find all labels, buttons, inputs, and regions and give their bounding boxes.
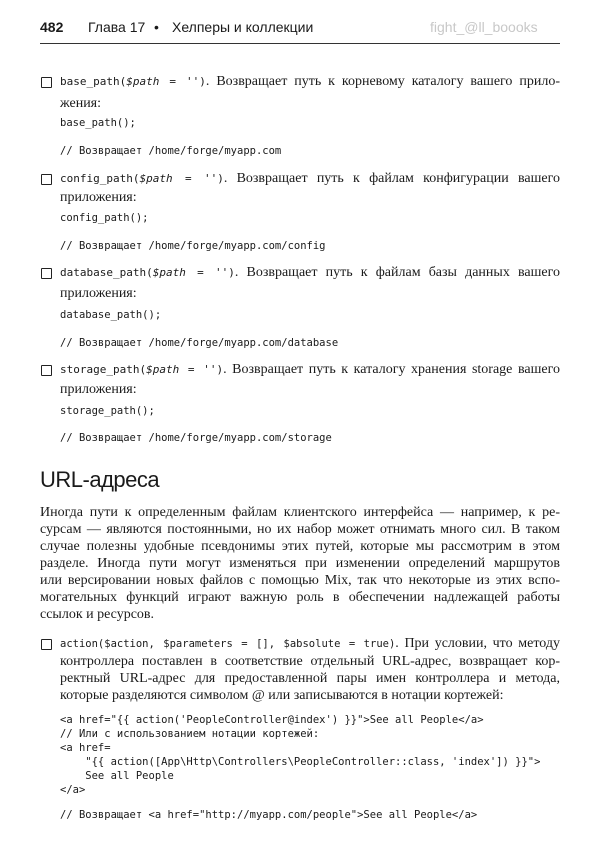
paragraph-line: ссылок и ресурсов. — [40, 607, 155, 622]
paragraph-line: или версировании новых файлов с помощью Mix, так что некоторые из этих вспо- — [40, 573, 560, 588]
code-comment: // Возвращает /home/forge/myapp.com/database — [60, 337, 339, 349]
item-line: database_path($path = ''). Возвращает путь к файлам базы данных вашего — [60, 265, 560, 280]
paragraph-line: могательных функций играют важную роль в обеспечении надлежащей работы — [40, 590, 560, 605]
paragraph-line: случае полезны удобные псевдонимы этих путей, которые мы рассмотрим в этом — [40, 539, 560, 554]
watermark: fight_@ll_boooks — [430, 19, 538, 35]
checkbox-bullet-icon — [41, 77, 52, 88]
item-line: приложения: — [60, 382, 137, 397]
page-number: 482 — [40, 19, 64, 35]
chapter-title: Хелперы и коллекции — [172, 19, 314, 35]
item-line: которые разделяются символом @ или записываются в нотации кортежей: — [60, 688, 504, 703]
code-comment: // Возвращает <a href="http://myapp.com/people">See all People</a> — [60, 809, 478, 821]
code-comment: // Возвращает /home/forge/myapp.com — [60, 145, 282, 157]
checkbox-bullet-icon — [41, 268, 52, 279]
function-signature: action($action, $parameters = [], $absolute = true) — [60, 638, 396, 650]
checkbox-bullet-icon — [41, 639, 52, 650]
code-line: </a> — [60, 784, 86, 796]
checkbox-bullet-icon — [41, 365, 52, 376]
function-signature: base_path($path = '') — [60, 75, 206, 88]
code-line: base_path(); — [60, 117, 136, 129]
item-line: приложения: — [60, 286, 137, 301]
item-line: config_path($path = ''). Возвращает путь к файлам конфигурации вашего — [60, 171, 560, 186]
header-bullet: • — [154, 19, 159, 35]
function-signature: storage_path($path = '') — [60, 363, 224, 376]
paragraph-line: разделе. Иногда пути могут изменяться при изменении определений маршрутов — [40, 556, 560, 571]
header-rule — [40, 43, 560, 44]
code-line: database_path(); — [60, 309, 162, 321]
code-line: <a href="{{ action('PeopleController@index') }}">See all People</a> — [60, 714, 484, 726]
code-comment: // Возвращает /home/forge/myapp.com/config — [60, 240, 326, 252]
item-line: жения: — [60, 96, 102, 111]
function-signature: config_path($path = '') — [60, 172, 224, 185]
item-line: ректный URL-адрес для предоставленной пары имен контроллера и метода, — [60, 671, 560, 686]
item-line: storage_path($path = ''). Возвращает путь к каталогу хранения storage вашего — [60, 362, 560, 377]
code-line: "{{ action([App\Http\Controllers\PeopleController::class, 'index']) }}"> — [60, 756, 541, 768]
function-signature: database_path($path = '') — [60, 266, 235, 279]
checkbox-bullet-icon — [41, 174, 52, 185]
code-line: // Или с использованием нотации кортежей: — [60, 728, 320, 740]
code-line: storage_path(); — [60, 405, 155, 417]
chapter-label: Глава 17 — [88, 19, 146, 35]
section-heading: URL-адреса — [40, 467, 160, 492]
item-line: action($action, $parameters = [], $absolute = true). При условии, что методу — [60, 636, 560, 651]
paragraph-line: сурсам — являются постоянными, но их набор может отнимать много сил. В таком — [40, 522, 560, 537]
paragraph-line: Иногда пути к определенным файлам клиентского интерфейса — например, к ре- — [40, 505, 560, 520]
item-line: base_path($path = ''). Возвращает путь к корневому каталогу вашего прило- — [60, 74, 560, 89]
code-line: See all People — [60, 770, 174, 782]
code-comment: // Возвращает /home/forge/myapp.com/storage — [60, 432, 332, 444]
item-line: приложения: — [60, 190, 137, 205]
item-line: контроллера поставлен в соответствие отдельный URL-адрес, возвращает кор- — [60, 654, 560, 669]
code-line: config_path(); — [60, 212, 149, 224]
code-line: <a href= — [60, 742, 111, 754]
